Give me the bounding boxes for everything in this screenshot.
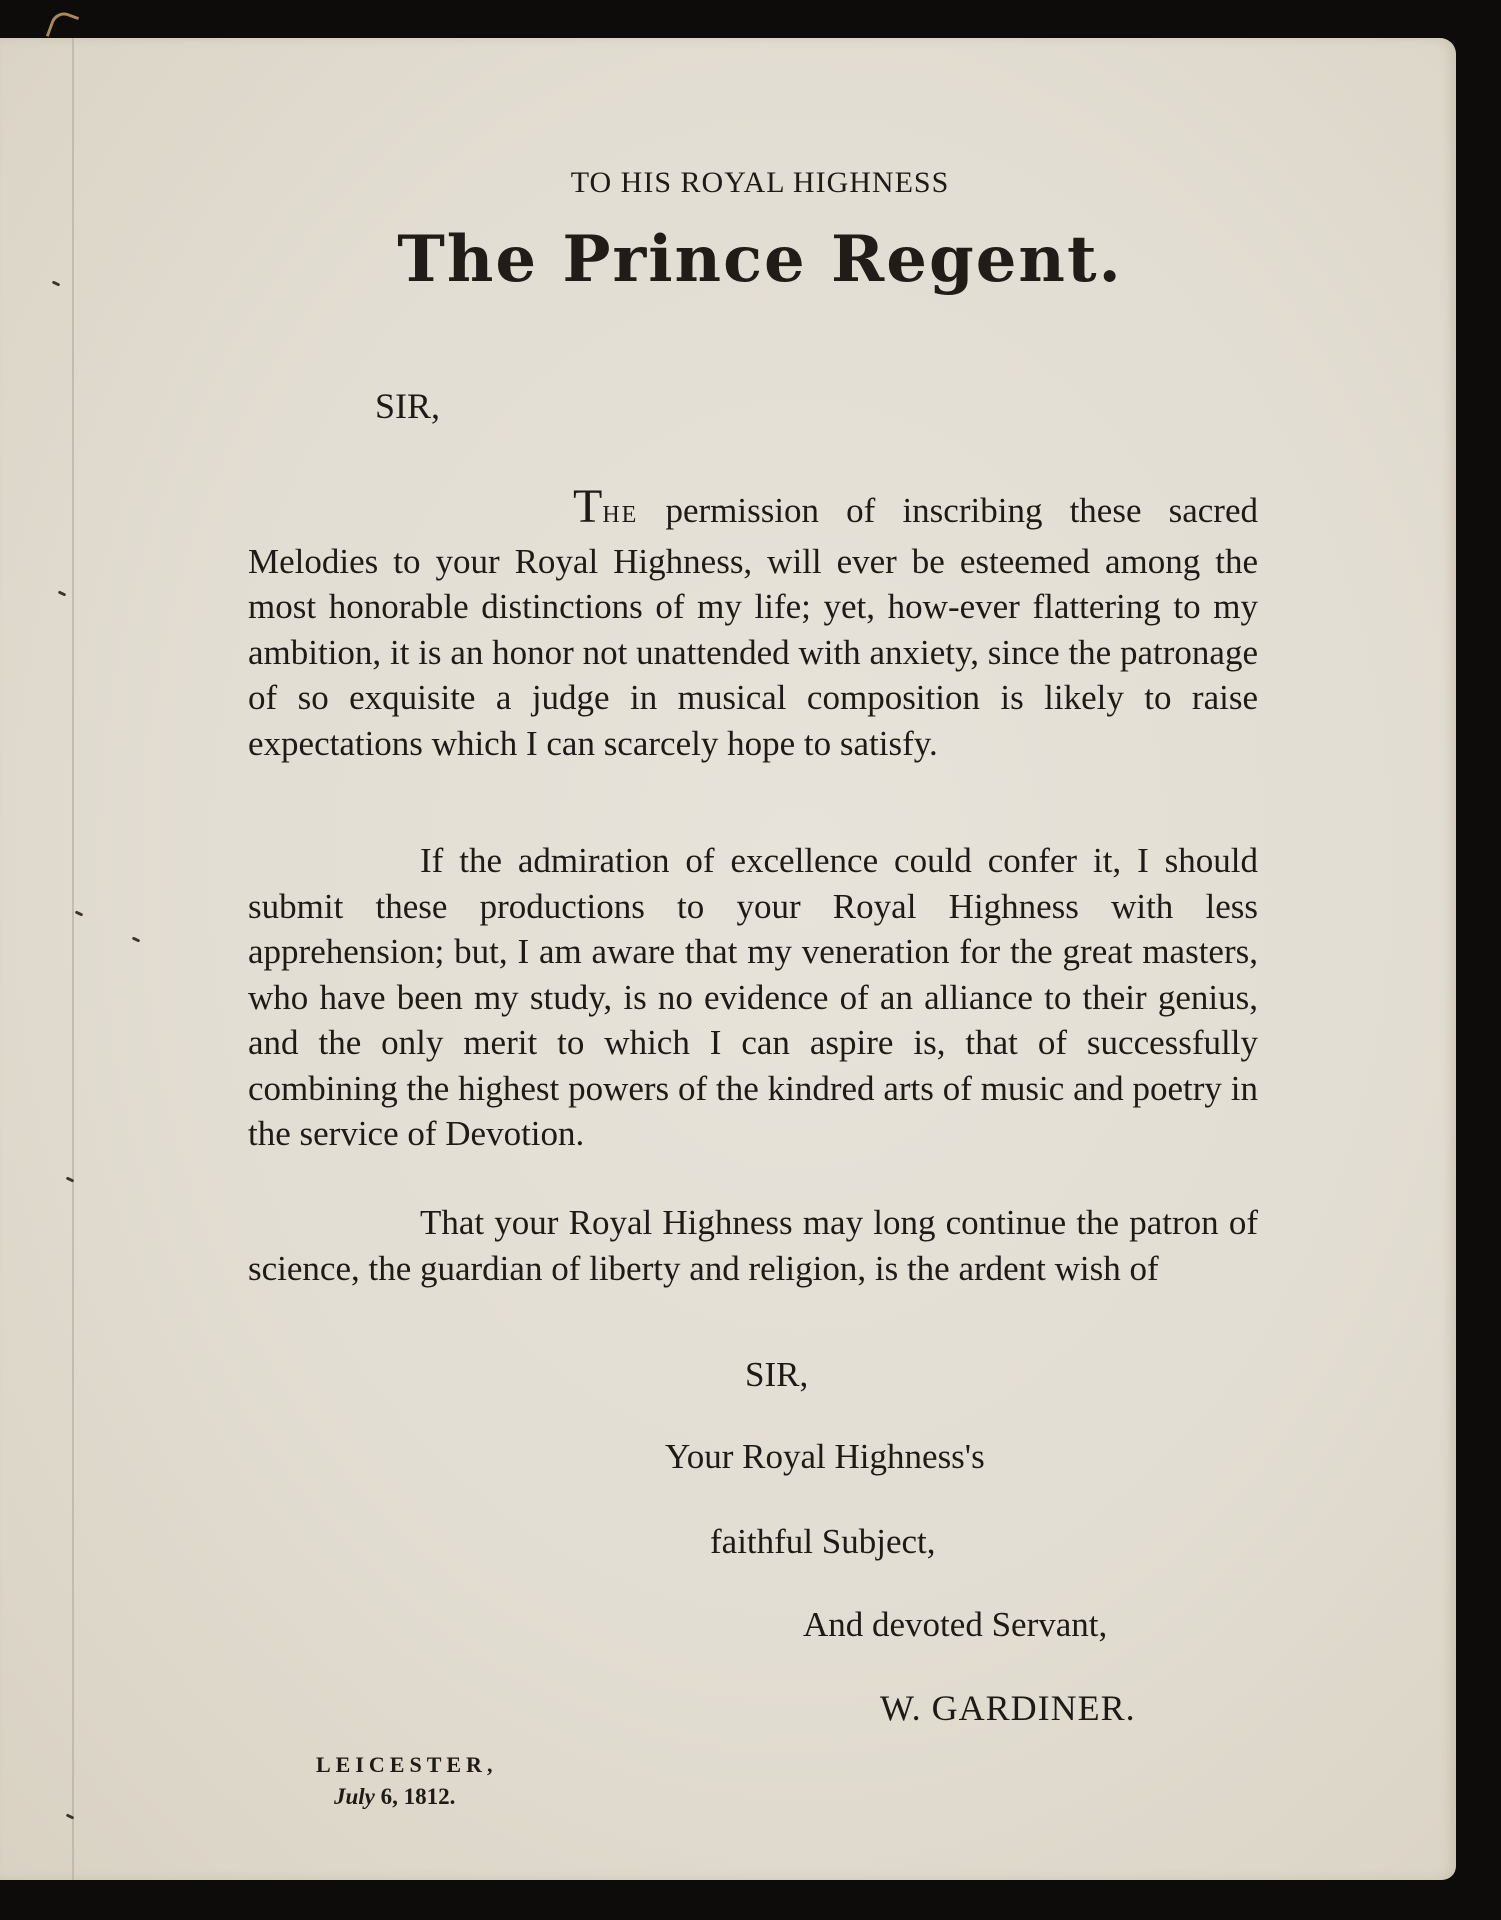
date-month: July	[334, 1784, 375, 1809]
paragraph-3-text: That your Royal Highness may long continue the patron of science, the guardian of liberty and religion, is the ardent wish of	[248, 1203, 1258, 1288]
date-line	[334, 1784, 455, 1810]
paragraph-1-text: permission of inscribing these sacred Melodies to your Royal Highness, will ever be esteemed among the most honorable distinctions of my life; yet, how-ever flattering to my ambition, it is an honor not unattended with anxiety, since the patronage of so exquisite a judge in musical composition is likely to raise expectations which I can scarcely hope to satisfy.	[248, 491, 1258, 763]
place-of-writing: LEICESTER,	[316, 1752, 498, 1777]
salutation: SIR,	[375, 386, 441, 426]
closing-line-2: faithful Subject,	[710, 1522, 936, 1561]
small-caps-text: HE	[602, 502, 639, 528]
date-day-year: 6, 1812.	[374, 1784, 456, 1809]
page-gutter-fold	[72, 38, 74, 1880]
paragraph-3	[248, 1200, 1258, 1291]
closing-line-3: And devoted Servant,	[803, 1605, 1108, 1644]
paragraph-1	[248, 480, 1258, 766]
closing-line-1: Your Royal Highness's	[665, 1437, 985, 1476]
paragraph-2-text: If the admiration of excellence could confer it, I should submit these productions to your Royal Highness with less apprehension; but, I am aware that my veneration for the great masters, who have been my study, is no evidence of an alliance to their genius, and the only merit to which I can aspire is, that of successfully combining the highest powers of the kindred arts of music and poetry in the service of Devotion.	[248, 841, 1258, 1153]
closing-salutation: SIR,	[745, 1355, 809, 1394]
paragraph-2	[248, 838, 1258, 1157]
signature: W. GARDINER.	[880, 1688, 1136, 1728]
drop-cap: T	[573, 480, 603, 533]
document-title: The Prince Regent.	[397, 222, 1123, 297]
dedication-header: TO HIS ROYAL HIGHNESS	[570, 166, 950, 199]
